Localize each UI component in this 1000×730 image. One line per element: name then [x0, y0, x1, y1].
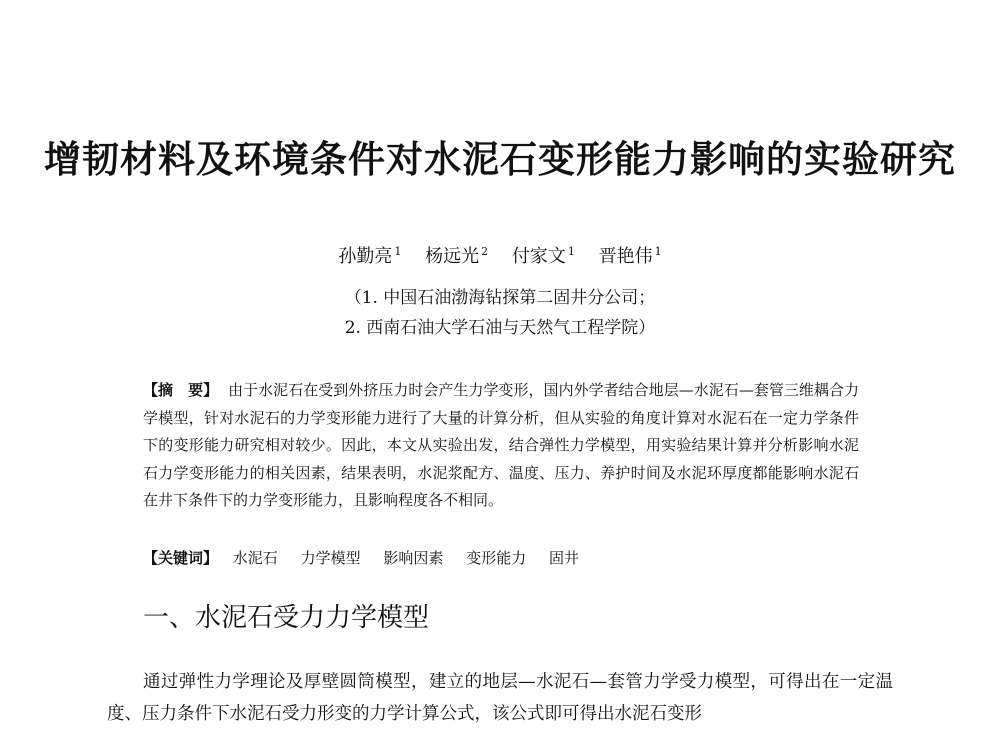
author [338, 240, 401, 269]
abstract [143, 377, 859, 515]
abstract-label: 【摘 要】 [143, 381, 219, 399]
author-name: 杨远光 [425, 246, 480, 267]
keywords [143, 545, 859, 572]
keyword: 水泥石 [232, 549, 278, 567]
author-list [0, 240, 1000, 269]
keyword: 变形能力 [466, 549, 527, 567]
author [425, 240, 488, 269]
author-affiliation-mark: 1 [394, 245, 402, 258]
author [512, 240, 575, 269]
author [599, 240, 662, 269]
keyword: 力学模型 [300, 549, 361, 567]
author-affiliation-mark: 1 [567, 245, 575, 258]
affiliation-line-2: 2. 西南石油大学石油与天然气工程学院） [344, 318, 656, 338]
paper-title: 增韧材料及环境条件对水泥石变形能力影响的实验研究 [44, 138, 956, 181]
keyword: 影响因素 [383, 549, 444, 567]
author-name: 晋艳伟 [598, 246, 653, 267]
author-name: 孙勤亮 [338, 246, 393, 267]
abstract-text: 由于水泥石在受到外挤压力时会产生力学变形，国内外学者结合地层—水泥石—套管三维耦合力学模型，针对水泥石的力学变形能力进行了大量的计算分析，但从实验的角度计算对水泥石在一定力学条件下的变形能力研究相对较少。因此，本文从实验出发，结合弹性力学模型，用实验结果计算并分析影响水泥石力学变形能力的相关因素，结果表明，水泥浆配方、温度、压力、养护时间及水泥环厚度都能影响水泥石在井下条件下的力学变形能力，且影响程度各不相同。 [143, 381, 859, 509]
body-paragraph: 通过弹性力学理论及厚壁圆筒模型，建立的地层—水泥石—套管力学受力模型，可得出在一定温度、压力条件下水泥石受力形变的力学计算公式，该公式即可得出水泥石变形 [107, 672, 893, 724]
author-affiliation-mark: 1 [654, 245, 662, 258]
keyword: 固井 [548, 549, 579, 567]
author-affiliation-mark: 2 [481, 245, 489, 258]
section-heading: 一、水泥石受力力学模型 [143, 603, 430, 633]
affiliation-line-1: （1. 中国石油渤海钻探第二固井分公司； [344, 288, 656, 308]
keywords-label: 【关键词】 [143, 549, 219, 567]
author-name: 付家文 [511, 246, 566, 267]
